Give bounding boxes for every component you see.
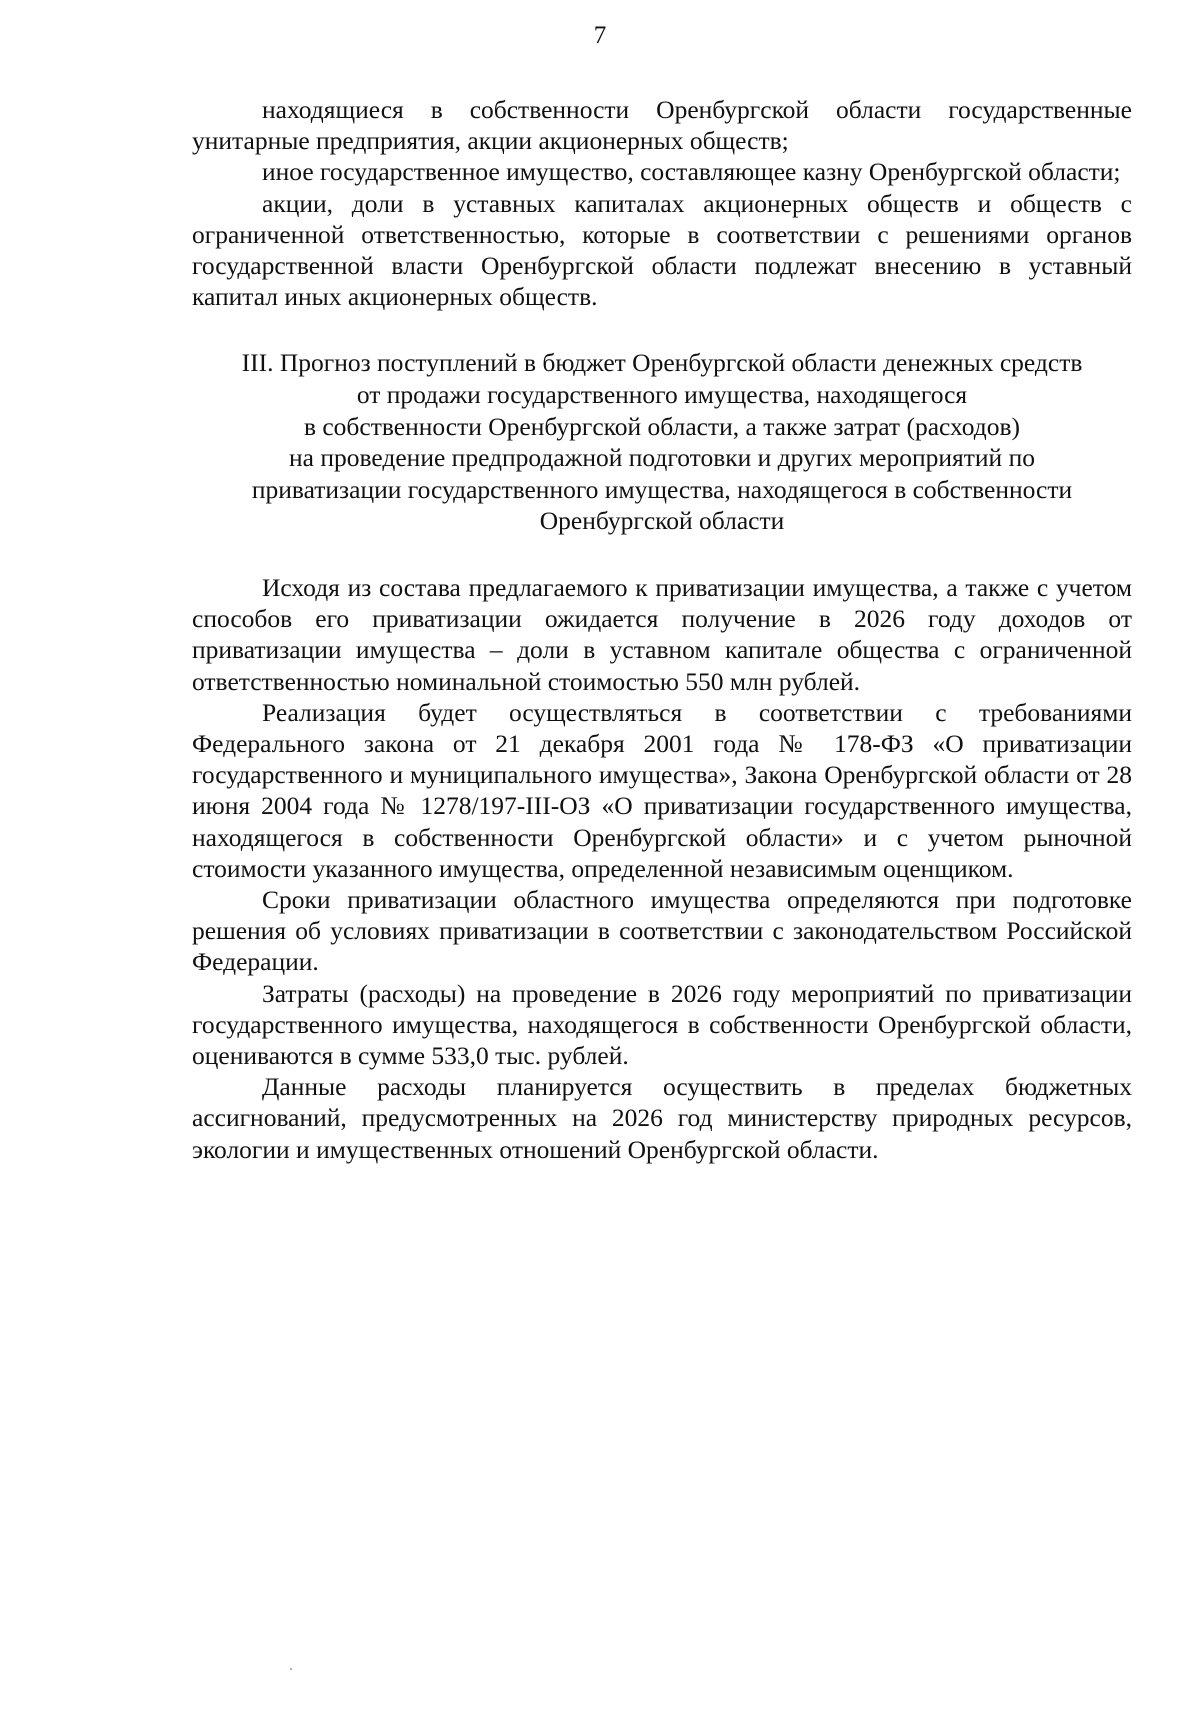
- section-heading-line: на проведение предпродажной подготовки и других мероприятий по: [289, 443, 1035, 473]
- scan-speck: [290, 1668, 292, 1670]
- section-heading-line: в собственности Оренбургской области, а также затрат (расходов): [303, 411, 1021, 441]
- section-heading-line: приватизации государственного имущества, находящегося в собственности: [251, 474, 1073, 504]
- body-paragraph: Сроки приватизации областного имущества определяются при подготовке решения об условиях приватизации в соответствии с законодательством Российской Федерации.: [192, 885, 1132, 977]
- body-paragraph: Данные расходы планируется осуществить в пределах бюджетных ассигнований, предусмотренных на 2026 год министерству природных ресурсов, экологии и имущественных отношений Оренбургской области.: [192, 1072, 1132, 1164]
- section-heading-line: от продажи государственного имущества, находящегося: [356, 380, 968, 410]
- section-heading-line: III. Прогноз поступлений в бюджет Оренбургской области денежных средств: [241, 348, 1083, 378]
- document-body: [192, 94, 1132, 1165]
- list-item: иное государственное имущество, составляющее казну Оренбургской области;: [262, 157, 1121, 187]
- section-heading: [192, 347, 1132, 537]
- section-heading-line: Оренбургской области: [539, 506, 785, 536]
- list-item: акции, доли в уставных капиталах акционерных обществ и обществ с ограниченной ответственностью, которые в соответствии с решениями органов государственной власти Оренбургской области подлежат внесению в уставный капитал иных акционерных обществ.: [192, 188, 1132, 312]
- body-paragraph: Затраты (расходы) на проведение в 2026 году мероприятий по приватизации государственного имущества, находящегося в собственности Оренбургской области, оцениваются в сумме 533,0 тыс. рублей.: [192, 978, 1132, 1071]
- list-item: находящиеся в собственности Оренбургской области государственные унитарные предприятия, акции акционерных обществ;: [192, 95, 1132, 156]
- page-number: 7: [593, 22, 607, 49]
- body-paragraph: Исходя из состава предлагаемого к приватизации имущества, а также с учетом способов его приватизации ожидается получение в 2026 году доходов от приватизации имущества – доли в уставном капитале общества с ограниченной ответственностью номинальной стоимостью 550 млн рублей.: [192, 572, 1132, 696]
- body-paragraph: Реализация будет осуществляться в соответствии с требованиями Федерального закона от 21 декабря 2001 года № 178-ФЗ «О приватизации государственного и муниципального имущества», Закона Оренбургской области от 28 июня 2004 года № 1278/197-III-ОЗ «О приватизации государственного имущества, находящегося в собственности Оренбургской области» и с учетом рыночной стоимости указанного имущества, определенной независимым оценщиком.: [192, 697, 1132, 883]
